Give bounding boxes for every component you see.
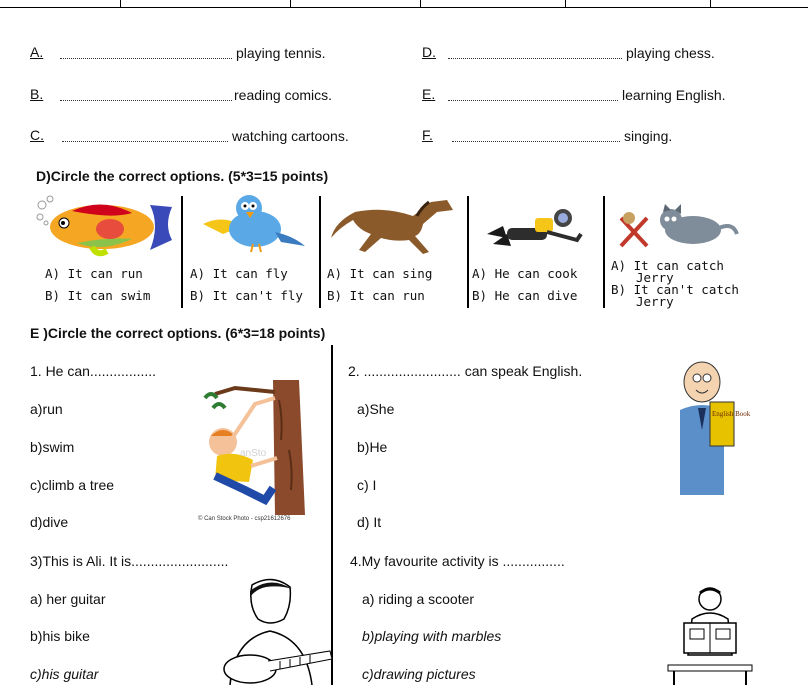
man-with-book-icon xyxy=(676,360,756,495)
q1-stem: 1. He can................. xyxy=(30,363,157,379)
fish-icon xyxy=(32,195,182,257)
answer-blank[interactable] xyxy=(62,131,228,142)
item-text: playing tennis. xyxy=(236,45,326,61)
option-a[interactable]: A) It can catch xyxy=(611,258,724,273)
answer-blank[interactable] xyxy=(452,131,620,142)
option-a-cont: Jerry xyxy=(636,270,674,285)
option-b[interactable]: B) It can run xyxy=(327,288,425,303)
item-text: playing chess. xyxy=(626,45,715,61)
bird-icon xyxy=(193,194,313,254)
column-divider xyxy=(319,196,321,308)
top-table-divider xyxy=(710,0,711,7)
horse-icon xyxy=(325,194,460,256)
item-text: watching cartoons. xyxy=(232,128,349,144)
q1-option[interactable]: d)dive xyxy=(30,514,69,530)
top-table-divider xyxy=(420,0,421,7)
q4-option[interactable]: c)drawing pictures xyxy=(362,666,476,682)
image-credit: © Can Stock Photo - csp21612676 xyxy=(198,516,291,522)
q1-option[interactable]: b)swim xyxy=(30,439,75,455)
top-table-divider xyxy=(290,0,291,7)
item-letter: E. xyxy=(422,86,436,102)
cat-icon xyxy=(615,204,740,254)
item-letter: A. xyxy=(30,44,44,60)
item-letter: C. xyxy=(30,127,44,143)
option-b[interactable]: B) It can't catch xyxy=(611,282,739,297)
answer-blank[interactable] xyxy=(448,48,622,59)
q2-option[interactable]: b)He xyxy=(357,439,388,455)
answer-blank[interactable] xyxy=(448,90,618,101)
q1-option[interactable]: c)climb a tree xyxy=(30,477,115,493)
option-a[interactable]: A) It can run xyxy=(45,266,143,281)
image-watermark: anSto xyxy=(240,448,267,459)
diver-icon xyxy=(485,204,590,249)
option-a[interactable]: A) He can cook xyxy=(472,266,578,281)
item-text: reading comics. xyxy=(234,87,333,103)
q4-option[interactable]: b)playing with marbles xyxy=(362,628,502,644)
book-label: English Book xyxy=(712,410,751,418)
item-text: learning English. xyxy=(622,87,726,103)
option-b[interactable]: B) It can't fly xyxy=(190,288,303,303)
option-b[interactable]: B) He can dive xyxy=(472,288,578,303)
item-letter: D. xyxy=(422,44,436,60)
top-table-divider xyxy=(565,0,566,7)
item-letter: F. xyxy=(422,127,433,143)
q3-option[interactable]: a) her guitar xyxy=(30,591,106,607)
answer-blank[interactable] xyxy=(60,90,232,101)
top-table-divider xyxy=(120,0,121,7)
q4-option[interactable]: a) riding a scooter xyxy=(362,591,475,607)
boy-with-guitar-icon xyxy=(210,575,335,685)
q2-option[interactable]: a)She xyxy=(357,401,395,417)
option-a[interactable]: A) It can sing xyxy=(327,266,433,281)
column-divider xyxy=(603,196,605,308)
q3-option[interactable]: c)his guitar xyxy=(30,666,99,682)
option-b[interactable]: B) It can swim xyxy=(45,288,151,303)
top-table-border xyxy=(0,0,808,8)
q3-option[interactable]: b)his bike xyxy=(30,628,90,644)
option-b-cont: Jerry xyxy=(636,294,674,309)
section-d-title: D)Circle the correct options. (5*3=15 points) xyxy=(36,168,329,184)
column-divider xyxy=(181,196,183,308)
item-letter: B. xyxy=(30,86,44,102)
boy-reading-icon xyxy=(660,585,760,685)
q4-stem: 4.My favourite activity is ................ xyxy=(350,553,565,569)
q2-option[interactable]: c) I xyxy=(357,477,377,493)
column-divider xyxy=(467,196,469,308)
section-e-title: E )Circle the correct options. (6*3=18 points) xyxy=(30,325,326,341)
q2-stem: 2. ......................... can speak English. xyxy=(348,363,583,379)
q3-stem: 3)This is Ali. It is......................... xyxy=(30,553,229,569)
q2-option[interactable]: d) It xyxy=(357,514,382,530)
q1-option[interactable]: a)run xyxy=(30,401,63,417)
answer-blank[interactable] xyxy=(60,48,232,59)
option-a[interactable]: A) It can fly xyxy=(190,266,288,281)
item-text: singing. xyxy=(624,128,673,144)
